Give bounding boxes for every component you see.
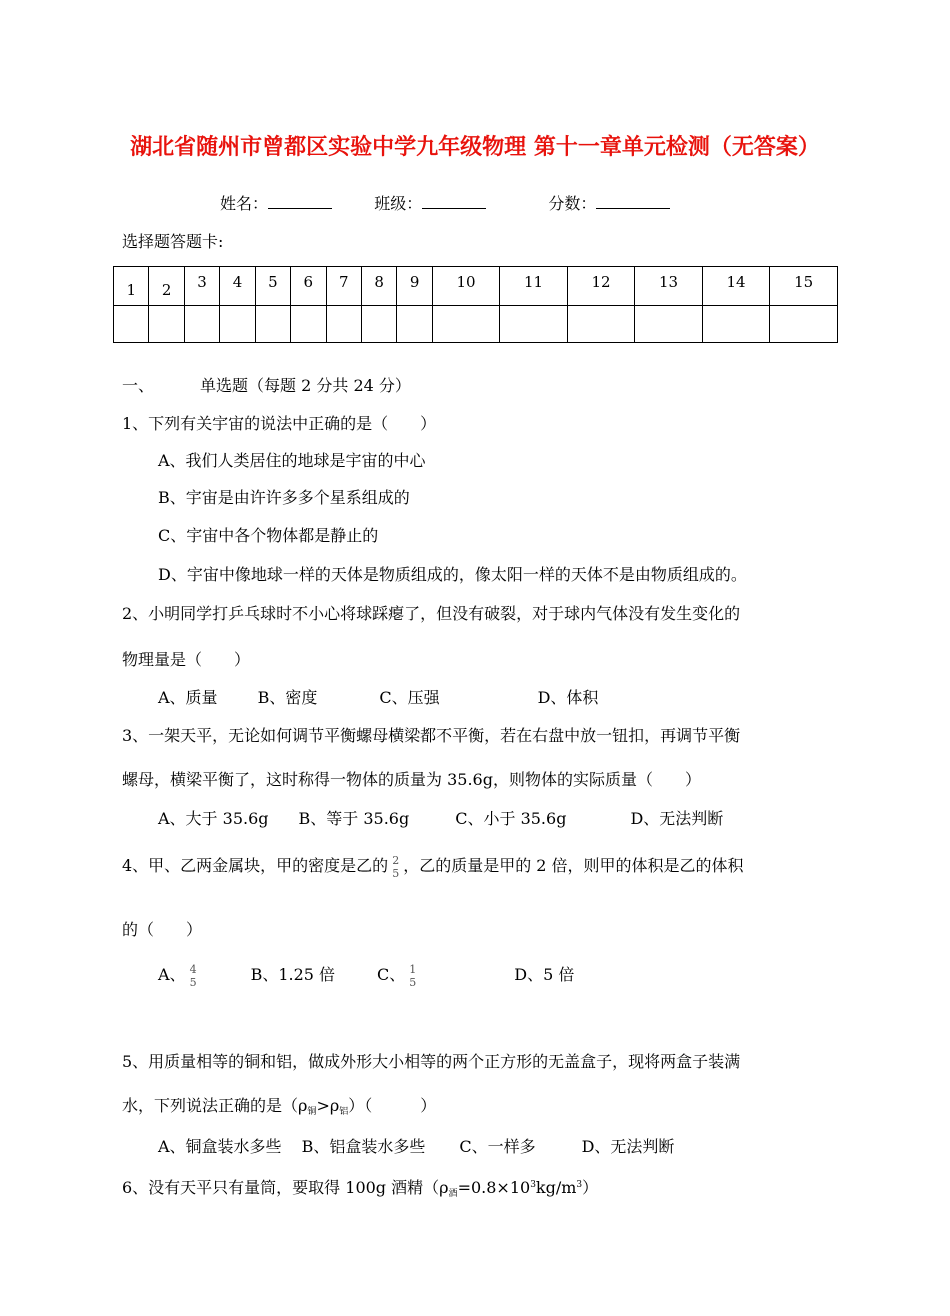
page-title: 湖北省随州市曾都区实验中学九年级物理 第十一章单元检测（无答案） bbox=[130, 135, 820, 160]
answer-card-number: 8 bbox=[361, 267, 396, 306]
q4-option-a-den: 5 bbox=[189, 975, 197, 989]
section-heading bbox=[122, 374, 411, 398]
answer-card-number: 11 bbox=[500, 267, 568, 306]
q3-options bbox=[158, 807, 723, 831]
q5-stem2-post: ）（ ） bbox=[348, 1096, 437, 1115]
answer-card-cell[interactable] bbox=[770, 306, 838, 343]
q4-option-c-num: 1 bbox=[409, 962, 417, 976]
q4-option-c-fraction bbox=[409, 963, 416, 989]
name-blank[interactable] bbox=[268, 194, 332, 209]
q2-options bbox=[158, 686, 598, 710]
q5-stem-line2 bbox=[122, 1094, 436, 1124]
answer-card-number: 15 bbox=[770, 267, 838, 306]
answer-card-number: 4 bbox=[220, 267, 255, 306]
answer-card-cell[interactable] bbox=[702, 306, 770, 343]
score-label: 分数： bbox=[548, 194, 597, 213]
q3-stem-line2: 螺母，横梁平衡了，这时称得一物体的质量为 35.6g，则物体的实际质量（ ） bbox=[122, 770, 701, 789]
q4-option-c-label: C、 bbox=[377, 965, 406, 984]
section-number: 一、 bbox=[122, 376, 155, 395]
answer-card-number: 7 bbox=[326, 267, 361, 306]
q3-stem-line1: 3、一架天平，无论如何调节平衡螺母横梁都不平衡，若在右盘中放一钮扣，再调节平衡 bbox=[122, 726, 741, 745]
q4-option-a-label: A、 bbox=[158, 965, 186, 984]
q1-option-c: C、宇宙中各个物体都是静止的 bbox=[158, 526, 379, 545]
answer-card-cell[interactable] bbox=[255, 306, 290, 343]
q6-stem-pre: 6、没有天平只有量筒，要取得 100g 酒精（ρ bbox=[122, 1178, 449, 1197]
answer-card-number: 5 bbox=[255, 267, 290, 306]
q3-option-d: D、无法判断 bbox=[630, 809, 724, 828]
q6-stem bbox=[122, 1173, 598, 1206]
q2-option-d: D、体积 bbox=[537, 688, 599, 707]
q6-sup-unit: 3 bbox=[576, 1180, 583, 1190]
q1-option-d: D、宇宙中像地球一样的天体是物质组成的，像太阳一样的天体不是由物质组成的。 bbox=[158, 565, 747, 584]
q5-gt: >ρ bbox=[316, 1096, 340, 1115]
answer-card-label: 选择题答题卡: bbox=[122, 232, 224, 251]
q4-stem-line1 bbox=[122, 851, 744, 881]
q1-option-a: A、我们人类居住的地球是宇宙的中心 bbox=[158, 451, 426, 470]
answer-card-cell[interactable] bbox=[114, 306, 149, 343]
q5-sub-copper: 铜 bbox=[307, 1107, 317, 1117]
q6-sub-alcohol: 酒 bbox=[448, 1189, 458, 1199]
score-blank[interactable] bbox=[596, 194, 670, 209]
answer-card-cell[interactable] bbox=[432, 306, 500, 343]
q2-stem-line1: 2、小明同学打乒乓球时不小心将球踩瘪了，但没有破裂，对于球内气体没有发生变化的 bbox=[122, 604, 741, 623]
q3-option-b: B、等于 35.6g bbox=[298, 809, 410, 828]
q4-option-d: D、5 倍 bbox=[514, 965, 575, 984]
answer-card-cell[interactable] bbox=[220, 306, 255, 343]
q4-option-a-num: 4 bbox=[189, 962, 197, 976]
answer-card-answer-row bbox=[114, 306, 838, 343]
q2-option-b: B、密度 bbox=[257, 688, 318, 707]
answer-card-number: 2 bbox=[149, 267, 184, 306]
answer-card-cell[interactable] bbox=[149, 306, 184, 343]
q4-option-b: B、1.25 倍 bbox=[250, 965, 336, 984]
class-blank[interactable] bbox=[422, 194, 486, 209]
q5-option-c: C、一样多 bbox=[459, 1137, 536, 1156]
q6-mid: =0.8×10 bbox=[457, 1178, 531, 1197]
q5-stem2-pre: 水，下列说法正确的是（ρ bbox=[122, 1096, 308, 1115]
answer-card-number: 10 bbox=[432, 267, 500, 306]
answer-card-cell[interactable] bbox=[326, 306, 361, 343]
answer-card-number: 14 bbox=[702, 267, 770, 306]
answer-card-number: 6 bbox=[291, 267, 326, 306]
q4-fraction bbox=[392, 854, 399, 880]
student-info bbox=[220, 192, 670, 216]
q4-fraction-num: 2 bbox=[392, 853, 400, 867]
q5-option-d: D、无法判断 bbox=[581, 1137, 675, 1156]
answer-card-number: 1 bbox=[114, 267, 149, 306]
answer-card-number-row bbox=[114, 267, 838, 306]
q5-option-a: A、铜盒装水多些 bbox=[158, 1137, 282, 1156]
q2-stem-line2: 物理量是（ ） bbox=[122, 650, 251, 669]
answer-card-number: 3 bbox=[184, 267, 219, 306]
q5-sub-aluminum: 铝 bbox=[339, 1107, 349, 1117]
answer-card-cell[interactable] bbox=[635, 306, 703, 343]
q4-stem-line2: 的（ ） bbox=[122, 920, 203, 939]
answer-card-number: 13 bbox=[635, 267, 703, 306]
answer-card-table bbox=[113, 266, 838, 343]
class-label: 班级： bbox=[374, 194, 423, 213]
answer-card-cell[interactable] bbox=[567, 306, 635, 343]
answer-card-number: 9 bbox=[397, 267, 432, 306]
q6-unit: kg/m bbox=[535, 1178, 577, 1197]
q3-option-c: C、小于 35.6g bbox=[455, 809, 567, 828]
answer-card-cell[interactable] bbox=[361, 306, 396, 343]
q3-option-a: A、大于 35.6g bbox=[158, 809, 269, 828]
q1-stem: 1、下列有关宇宙的说法中正确的是（ ） bbox=[122, 414, 437, 433]
answer-card-cell[interactable] bbox=[291, 306, 326, 343]
answer-card-cell[interactable] bbox=[397, 306, 432, 343]
q4-option-a-fraction bbox=[190, 963, 197, 989]
q6-sup-exponent: 3 bbox=[530, 1180, 536, 1190]
answer-card-cell[interactable] bbox=[500, 306, 568, 343]
q2-option-a: A、质量 bbox=[158, 688, 218, 707]
q1-option-b: B、宇宙是由许许多多个星系组成的 bbox=[158, 488, 410, 507]
q2-option-c: C、压强 bbox=[379, 688, 440, 707]
q5-options bbox=[158, 1135, 674, 1159]
answer-card-number: 12 bbox=[567, 267, 635, 306]
q4-stem-post: ，乙的质量是甲的 2 倍，则甲的体积是乙的体积 bbox=[403, 856, 744, 875]
section-title: 单选题（每题 2 分共 24 分） bbox=[200, 376, 411, 395]
q5-option-b: B、铝盒装水多些 bbox=[301, 1137, 426, 1156]
q4-fraction-den: 5 bbox=[392, 866, 400, 880]
q4-option-c-den: 5 bbox=[409, 975, 417, 989]
q4-options bbox=[158, 960, 574, 990]
q6-close: ） bbox=[582, 1178, 599, 1197]
q5-stem-line1: 5、用质量相等的铜和铝，做成外形大小相等的两个正方形的无盖盒子，现将两盒子装满 bbox=[122, 1052, 741, 1071]
name-label: 姓名： bbox=[220, 194, 269, 213]
answer-card-cell[interactable] bbox=[184, 306, 219, 343]
q4-stem-pre: 4、甲、乙两金属块，甲的密度是乙的 bbox=[122, 856, 389, 875]
